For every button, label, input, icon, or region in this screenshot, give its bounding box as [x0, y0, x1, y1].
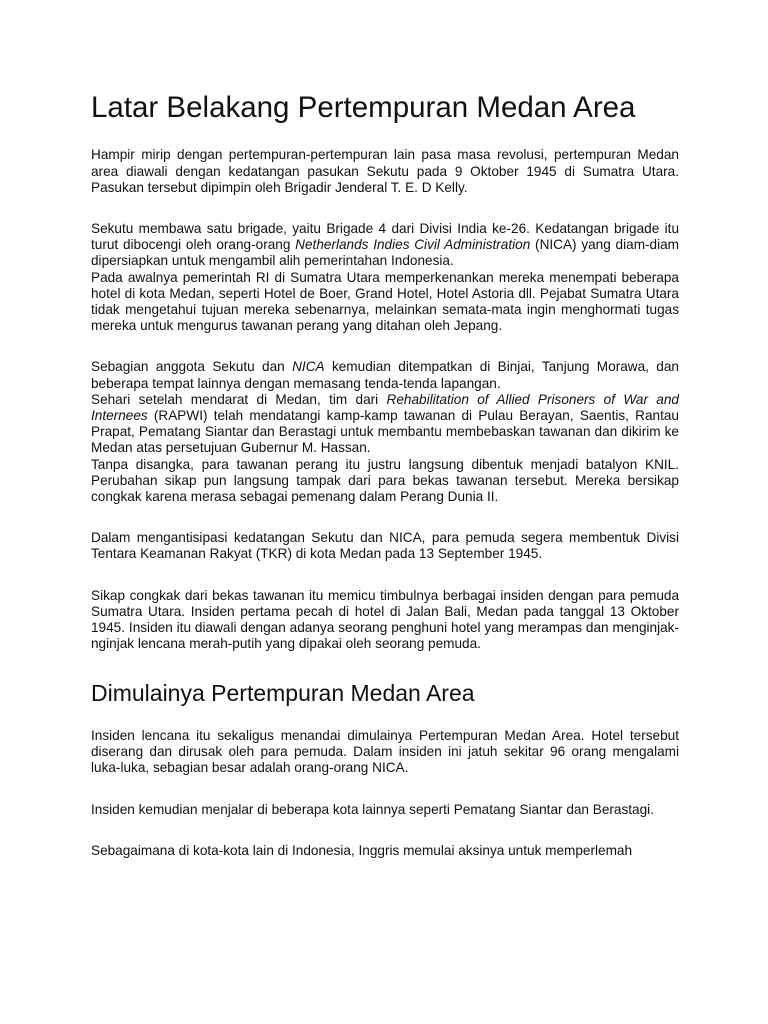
paragraph-3b [91, 392, 679, 457]
page-title: Latar Belakang Pertempuran Medan Area [91, 91, 636, 124]
paragraph-3 [91, 359, 679, 391]
paragraph-2-emphasis: Netherlands Indies Civil Administration [295, 237, 531, 253]
paragraph-4: Dalam mengantisipasi kedatangan Sekutu dan NICA, para pemuda segera membentuk Divisi Tentara Keamanan Rakyat (TKR) di kota Medan pada 13 September 1945. [91, 530, 679, 562]
paragraph-3b-text-end: (RAPWI) telah mendatangi kamp-kamp tawanan di Pulau Berayan, Saentis, Rantau Prapat, Pematang Siantar dan Berastagi untuk membantu membebaskan tawanan dan dikirim ke Medan atas persetujuan Gubernur M. Hassan. [91, 408, 679, 456]
paragraph-6: Insiden lencana itu sekaligus menandai dimulainya Pertempuran Medan Area. Hotel tersebut diserang dan dirusak oleh para pemuda. Dalam insiden ini jatuh sekitar 96 orang mengalami luka-luka, sebagian besar adalah orang-orang NICA. [91, 728, 679, 776]
paragraph-2-text-a: Sekutu membawa satu brigade, yaitu Brigade 4 dari Divisi India ke-26. Kedatangan brigade itu turut dibocengi oleh orang-orang [91, 221, 679, 253]
paragraph-3-text-a-end: kemudian ditempatkan di Binjai, Tanjung Morawa, dan beberapa tempat lainnya dengan memasang tenda-tenda lapangan. [91, 359, 679, 391]
paragraph-2b: Pada awalnya pemerintah RI di Sumatra Utara memperkenankan mereka menempati beberapa hotel di kota Medan, seperti Hotel de Boer, Grand Hotel, Hotel Astoria dll. Pejabat Sumatra Utara tidak mengetahui tujuan mereka sebenarnya, melainkan semata-mata ingin menghormati tugas mereka untuk mengurus tawanan perang yang ditahan oleh Jepang. [91, 269, 679, 334]
section-heading: Dimulainya Pertempuran Medan Area [91, 680, 475, 707]
paragraph-3-emphasis-a: NICA [292, 359, 325, 375]
paragraph-3c: Tanpa disangka, para tawanan perang itu justru langsung dibentuk menjadi batalyon KNIL. Perubahan sikap pun langsung tampak dari para bekas tawanan tersebut. Mereka bersikap congkak karena merasa sebagai pemenang dalam Perang Dunia II. [91, 456, 679, 505]
paragraph-2 [91, 221, 679, 270]
paragraph-5: Sikap congkak dari bekas tawanan itu memicu timbulnya berbagai insiden dengan para pemuda Sumatra Utara. Insiden pertama pecah di hotel di Jalan Bali, Medan pada tanggal 13 Oktober 1945. Insiden itu diawali dengan adanya seorang penghuni hotel yang merampas dan menginjak-nginjak lencana merah-putih yang dipakai oleh seorang pemuda. [91, 587, 679, 652]
paragraph-7: Insiden kemudian menjalar di beberapa kota lainnya seperti Pematang Siantar dan Berastagi. [91, 801, 654, 817]
paragraph-2-text-a-end: (NICA) yang diam-diam dipersiapkan untuk mengambil alih pemerintahan Indonesia. [91, 237, 680, 269]
paragraph-3-text-a: Sebagian anggota Sekutu dan [91, 359, 293, 375]
paragraph-1: Hampir mirip dengan pertempuran-pertempuran lain pasa masa revolusi, pertempuran Medan area diawali dengan kedatangan pasukan Sekutu pada 9 Oktober 1945 di Sumatra Utara. Pasukan tersebut dipimpin oleh Brigadir Jenderal T. E. D Kelly. [91, 147, 679, 195]
paragraph-8: Sebagaimana di kota-kota lain di Indonesia, Inggris memulai aksinya untuk memperlemah [91, 842, 633, 858]
paragraph-3b-text: Sehari setelah mendarat di Medan, tim dari [91, 391, 387, 407]
paragraph-3b-emphasis: Rehabilitation of Allied Prisoners of War and Internees [91, 391, 679, 424]
